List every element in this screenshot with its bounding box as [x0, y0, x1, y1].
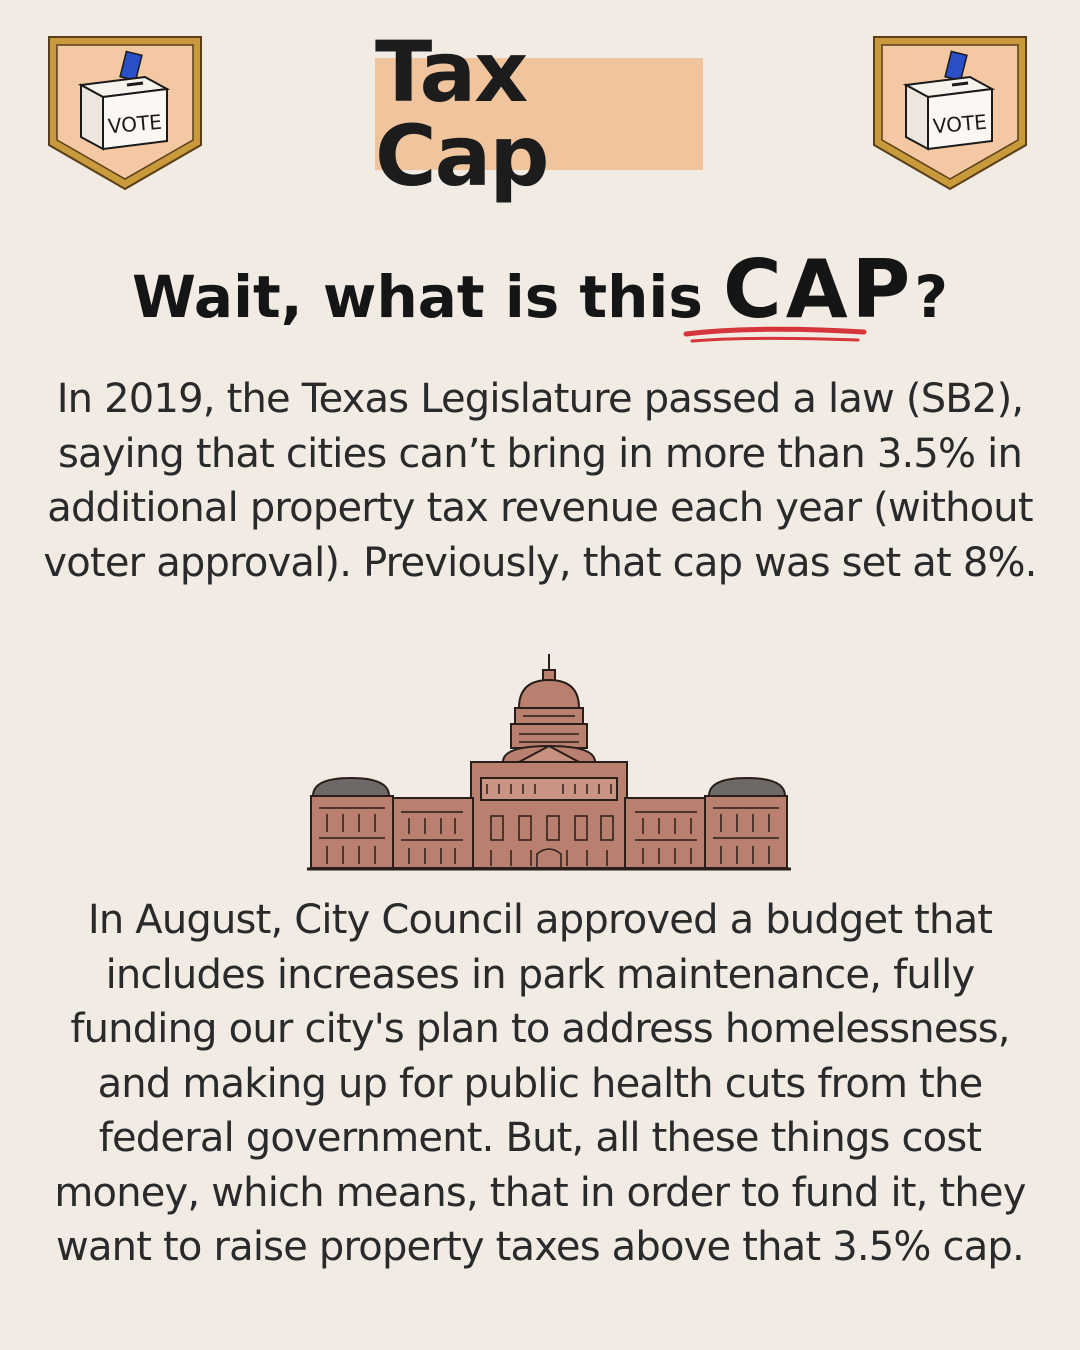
vote-badge-right	[870, 33, 1030, 193]
ballot-box-icon	[45, 33, 205, 193]
budget-paragraph: In August, City Council approved a budget that includes increases in park maintenance, fully funding our city's plan to address homelessness, and making up for public health cuts from the federal government. But, all these things cost money, which means, that in order to fund it, they want to raise property taxes above that 3.5% cap.	[54, 897, 1026, 1270]
title-highlight	[375, 23, 703, 205]
section-heading	[0, 235, 1080, 345]
heading-prefix: Wait, what is this	[132, 263, 724, 331]
vote-badge-left	[45, 33, 205, 193]
page-title: Tax Cap	[375, 23, 548, 205]
badge-label: VOTE	[932, 109, 988, 139]
capitol-building-icon	[305, 650, 793, 872]
intro-paragraph: In 2019, the Texas Legislature passed a law (SB2), saying that cities can’t bring in more than 3.5% in additional property tax revenue each year (without voter approval). Previously, that cap was set at 8%.	[43, 376, 1037, 586]
heading-emphasis: CAP	[723, 243, 915, 336]
ballot-box-icon	[870, 33, 1030, 193]
heading-suffix: ?	[914, 263, 948, 331]
badge-label: VOTE	[107, 109, 163, 139]
red-underline	[682, 322, 868, 348]
